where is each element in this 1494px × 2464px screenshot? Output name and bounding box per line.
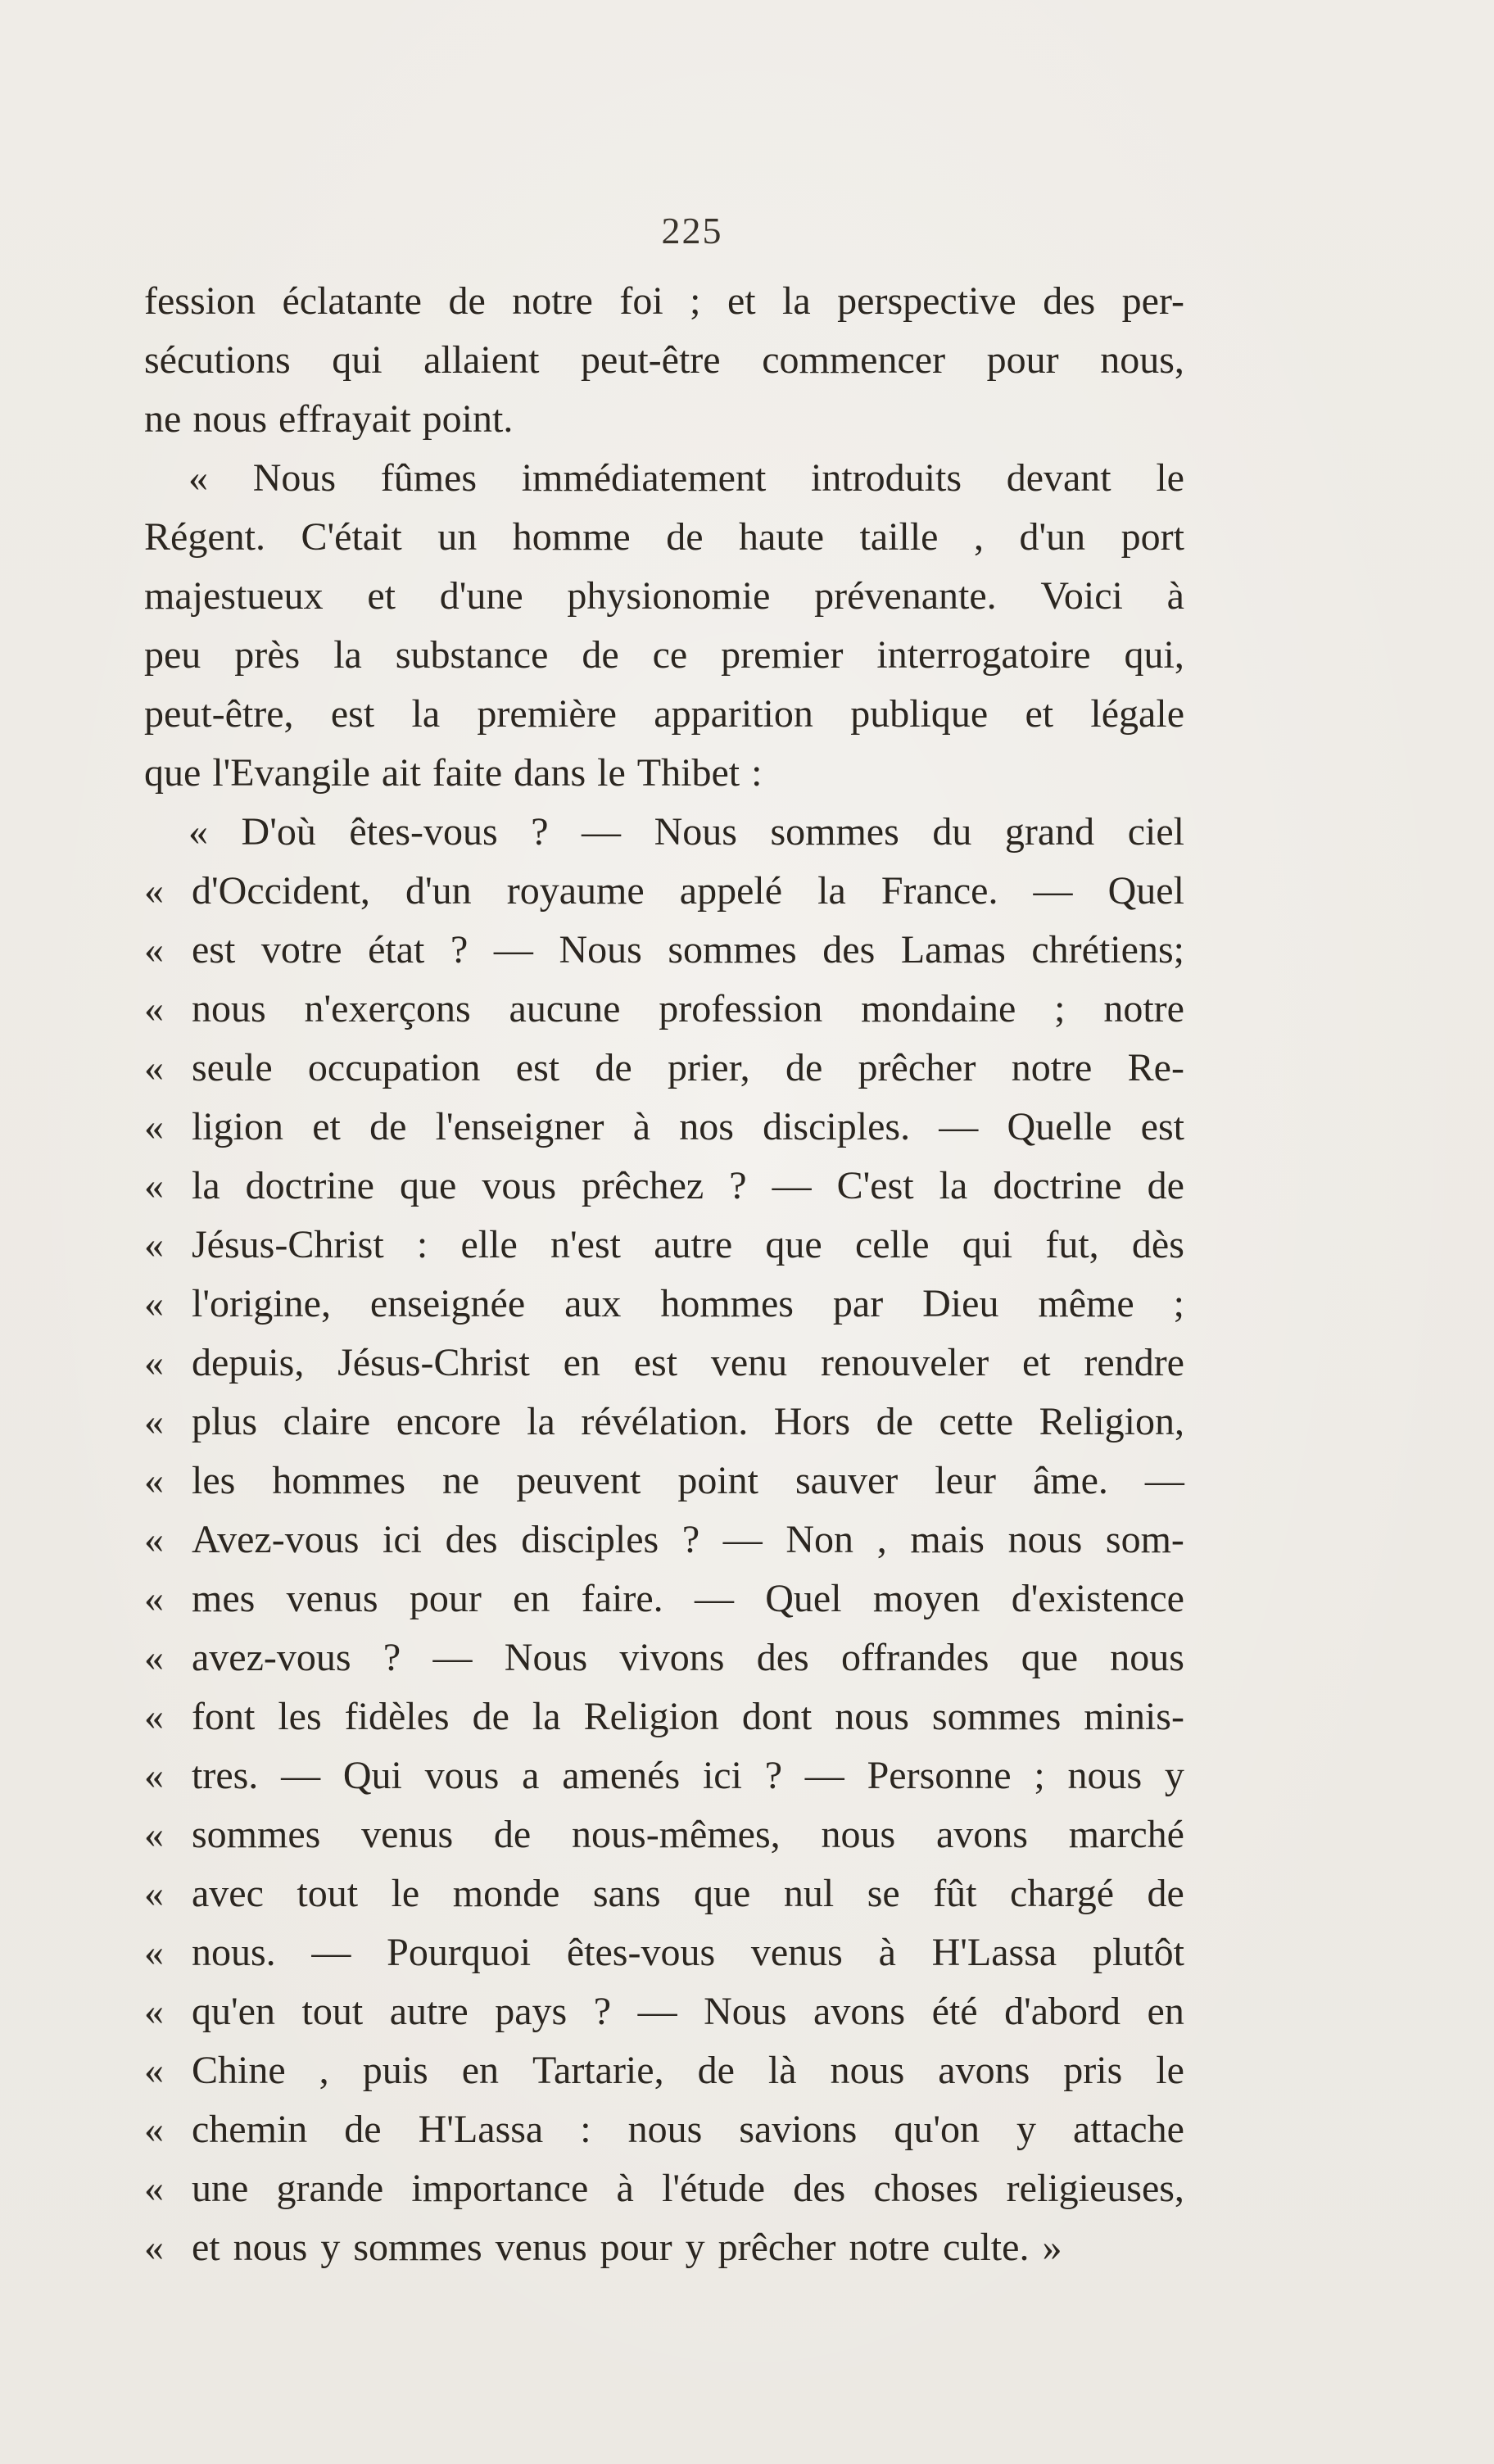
quote-mark: « xyxy=(144,1754,164,1797)
quote-mark: « xyxy=(144,869,164,913)
quote-mark: « xyxy=(144,1695,164,1738)
text-line: « l'origine, enseignée aux hommes par Dieu même ; xyxy=(144,1275,1184,1334)
text-line: ne nous effrayait point. xyxy=(144,397,514,441)
text-line: « ligion et de l'enseigner à nos disciples. — Quelle est xyxy=(144,1098,1184,1157)
quote-mark: « xyxy=(144,1459,164,1502)
quote-mark: « xyxy=(144,1341,164,1384)
quote-mark: « xyxy=(144,2049,164,2092)
text-line: « nous. — Pourquoi êtes-vous venus à H'Lassa plutôt xyxy=(144,1923,1184,1982)
text-line: « qu'en tout autre pays ? — Nous avons été d'abord en xyxy=(144,1982,1184,2041)
quote-mark: « xyxy=(144,928,164,972)
quote-mark: « xyxy=(144,1990,164,2033)
text-line: « les hommes ne peuvent point sauver leur âme. — xyxy=(144,1452,1184,1511)
text-line: « Avez-vous ici des disciples ? — Non , mais nous som- xyxy=(144,1511,1184,1569)
quote-mark: « xyxy=(144,1636,164,1679)
quote-mark: « xyxy=(144,1931,164,1974)
text-line: Régent. C'était un homme de haute taille , d'un port xyxy=(144,515,1184,559)
quote-mark: « xyxy=(144,1813,164,1856)
text-line: « nous n'exerçons aucune profession mondaine ; notre xyxy=(144,980,1184,1039)
text-line: « Nous fûmes immédiatement introduits devant le xyxy=(188,456,1184,500)
quote-mark: « xyxy=(144,1046,164,1089)
quote-mark: « xyxy=(144,2167,164,2210)
quote-mark: « xyxy=(144,2108,164,2151)
quote-mark: « xyxy=(144,987,164,1030)
page-number: 225 xyxy=(661,210,723,251)
text-line: peut-être, est la première apparition publique et légale xyxy=(144,692,1184,736)
text-line: « depuis, Jésus-Christ en est venu renouveler et rendre xyxy=(144,1334,1184,1393)
text-body xyxy=(144,272,1184,2277)
text-line: « la doctrine que vous prêchez ? — C'est la doctrine de xyxy=(144,1157,1184,1216)
text-line: « plus claire encore la révélation. Hors de cette Religion, xyxy=(144,1393,1184,1452)
text-line: « tres. — Qui vous a amenés ici ? — Personne ; nous y xyxy=(144,1746,1184,1805)
quote-mark: « xyxy=(144,1223,164,1266)
quote-mark: « xyxy=(144,1282,164,1325)
text-line: peu près la substance de ce premier interrogatoire qui, xyxy=(144,633,1184,677)
text-line: sécutions qui allaient peut-être commencer pour nous, xyxy=(144,338,1184,382)
text-line: « D'où êtes-vous ? — Nous sommes du grand ciel xyxy=(188,810,1184,854)
text-line: « sommes venus de nous-mêmes, nous avons marché xyxy=(144,1805,1184,1864)
text-line: « Chine , puis en Tartarie, de là nous avons pris le xyxy=(144,2041,1184,2100)
text-line: majestueux et d'une physionomie prévenante. Voici à xyxy=(144,574,1184,618)
text-line: fession éclatante de notre foi ; et la perspective des per- xyxy=(144,279,1184,323)
text-line: « avec tout le monde sans que nul se fût chargé de xyxy=(144,1864,1184,1923)
text-line: « seule occupation est de prier, de prêcher notre Re- xyxy=(144,1039,1184,1098)
text-line: que l'Evangile ait faite dans le Thibet : xyxy=(144,751,763,795)
text-line: « d'Occident, d'un royaume appelé la France. — Quel xyxy=(144,862,1184,921)
text-line: « avez-vous ? — Nous vivons des offrandes que nous xyxy=(144,1628,1184,1687)
quote-mark: « xyxy=(144,1400,164,1443)
text-line: « mes venus pour en faire. — Quel moyen d'existence xyxy=(144,1569,1184,1628)
quote-mark: « xyxy=(144,2226,164,2269)
quote-mark: « xyxy=(144,1872,164,1915)
text-line: « est votre état ? — Nous sommes des Lamas chrétiens; xyxy=(144,921,1184,980)
text-line: « une grande importance à l'étude des choses religieuses, xyxy=(144,2159,1184,2218)
quote-mark: « xyxy=(144,1577,164,1620)
text-line: « et nous y sommes venus pour y prêcher notre culte. » xyxy=(144,2218,1184,2277)
text-line: « font les fidèles de la Religion dont nous sommes minis- xyxy=(144,1687,1184,1746)
quote-mark: « xyxy=(144,1105,164,1148)
text-line: « chemin de H'Lassa : nous savions qu'on y attache xyxy=(144,2100,1184,2159)
quote-mark: « xyxy=(144,1518,164,1561)
quote-mark: « xyxy=(144,1164,164,1207)
text-line: « Jésus-Christ : elle n'est autre que celle qui fut, dès xyxy=(144,1216,1184,1275)
